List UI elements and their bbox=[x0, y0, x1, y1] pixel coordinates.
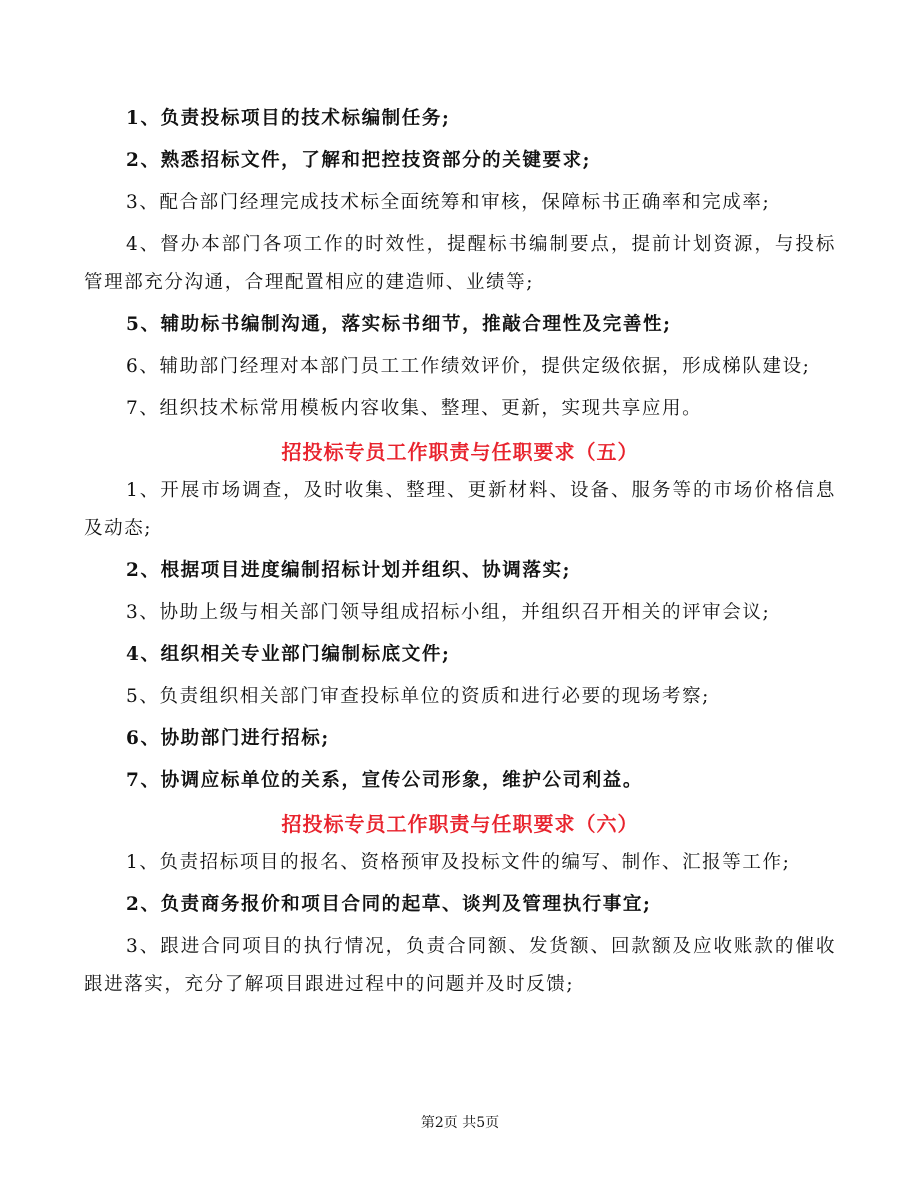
list-item: 5、辅助标书编制沟通，落实标书细节，推敲合理性及完善性; bbox=[126, 314, 672, 335]
list-item: 2、根据项目进度编制招标计划并组织、协调落实; bbox=[126, 560, 572, 581]
list-item: 2、熟悉招标文件，了解和把控技资部分的关键要求; bbox=[126, 150, 592, 171]
list-item: 4、组织相关专业部门编制标底文件; bbox=[126, 644, 451, 665]
section-heading: 招投标专员工作职责与任职要求（六） bbox=[281, 812, 639, 836]
list-item: 7、组织技术标常用模板内容收集、整理、更新，实现共享应用。 bbox=[126, 398, 703, 419]
list-item: 5、负责组织相关部门审查投标单位的资质和进行必要的现场考察; bbox=[126, 686, 711, 707]
list-item: 3、跟进合同项目的执行情况，负责合同额、发货额、回款额及应收账款的催收跟进落实，充分了解项目跟进过程中的问题并及时反馈; bbox=[84, 936, 836, 995]
section-six bbox=[84, 804, 836, 1004]
section-heading: 招投标专员工作职责与任职要求（五） bbox=[281, 440, 639, 464]
list-item: 1、负责招标项目的报名、资格预审及投标文件的编写、制作、汇报等工作; bbox=[126, 852, 791, 873]
page-footer: 第2页 共5页 bbox=[420, 1115, 500, 1131]
list-item: 6、协助部门进行招标; bbox=[126, 728, 330, 749]
list-item: 6、辅助部门经理对本部门员工工作绩效评价，提供定级依据，形成梯队建设; bbox=[126, 356, 811, 377]
document-body bbox=[84, 100, 836, 1008]
section-continued bbox=[84, 100, 836, 428]
list-item: 1、负责投标项目的技术标编制任务; bbox=[126, 108, 451, 129]
list-item: 3、配合部门经理完成技术标全面统筹和审核，保障标书正确率和完成率; bbox=[126, 192, 771, 213]
list-item: 2、负责商务报价和项目合同的起草、谈判及管理执行事宜; bbox=[126, 894, 652, 915]
list-item: 3、协助上级与相关部门领导组成招标小组，并组织召开相关的评审会议; bbox=[126, 602, 771, 623]
list-item: 4、督办本部门各项工作的时效性，提醒标书编制要点，提前计划资源，与投标管理部充分沟通，合理配置相应的建造师、业绩等; bbox=[84, 234, 836, 293]
section-five bbox=[84, 432, 836, 800]
list-item: 1、开展市场调查，及时收集、整理、更新材料、设备、服务等的市场价格信息及动态; bbox=[84, 480, 836, 539]
list-item: 7、协调应标单位的关系，宣传公司形象，维护公司利益。 bbox=[126, 770, 643, 791]
